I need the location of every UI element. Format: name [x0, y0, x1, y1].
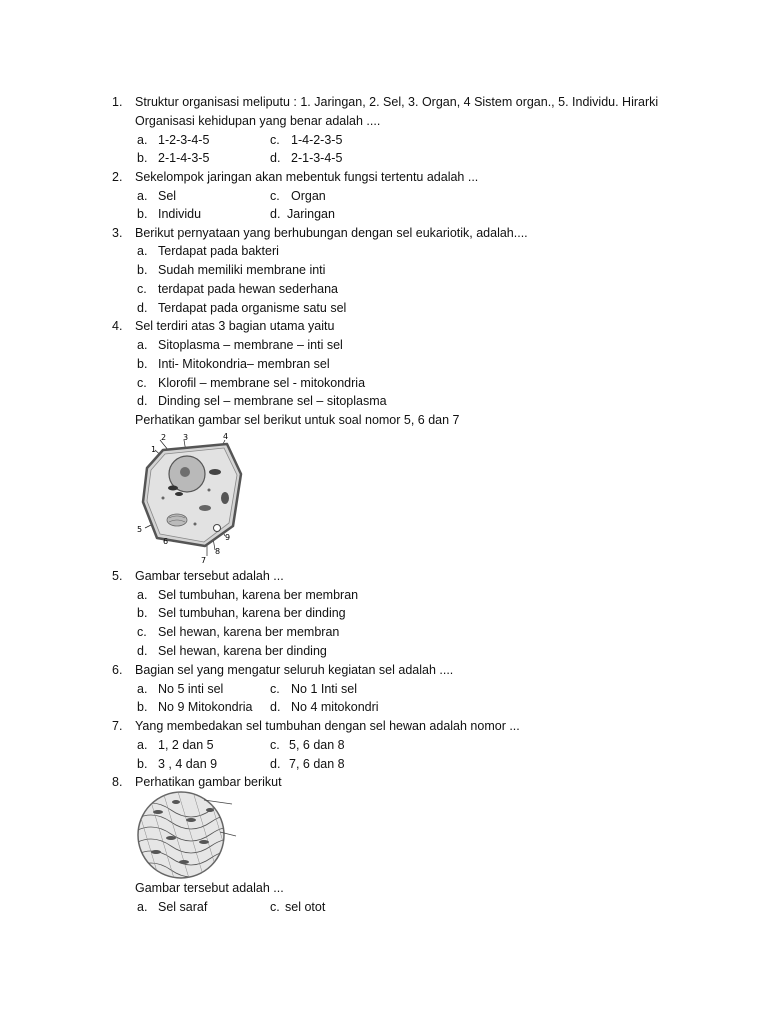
q4-number: 4. — [112, 319, 123, 333]
q3-text: Berikut pernyataan yang berhubungan dengan sel eukariotik, adalah.... — [135, 226, 528, 240]
q3-opt-c: terdapat pada hewan sederhana — [158, 282, 339, 296]
q2-number: 2. — [112, 170, 123, 184]
q1-opt-b: 2-1-4-3-5 — [158, 151, 210, 165]
muscle-tissue-figure — [136, 790, 246, 880]
q7-opt-d-letter: d. — [270, 757, 281, 771]
q4-text: Sel terdiri atas 3 bagian utama yaitu — [135, 319, 335, 333]
q5-opt-d-letter: d. — [137, 644, 148, 658]
q7-opt-d: 7, 6 dan 8 — [289, 757, 345, 771]
q8-opt-a-letter: a. — [137, 900, 148, 914]
q2-opt-a: Sel — [158, 189, 177, 203]
q1-opt-d-letter: d. — [270, 151, 281, 165]
q8-text: Perhatikan gambar berikut — [135, 775, 282, 789]
q7-opt-a: 1, 2 dan 5 — [158, 738, 214, 752]
q4-opt-a-letter: a. — [137, 338, 148, 352]
cell-label-3: 3 — [183, 433, 189, 442]
cell-label-6: 6 — [163, 537, 169, 546]
q6-opt-a: No 5 inti sel — [158, 682, 224, 696]
q6-opt-d-letter: d. — [270, 700, 281, 714]
q2-opt-a-letter: a. — [137, 189, 148, 203]
q5-number: 5. — [112, 569, 123, 583]
cell-label-8: 8 — [215, 547, 221, 556]
q4-opt-d-letter: d. — [137, 394, 148, 408]
q4-opt-c-letter: c. — [137, 376, 147, 390]
q2-opt-b-letter: b. — [137, 207, 148, 221]
q7-opt-a-letter: a. — [137, 738, 148, 752]
q3-opt-a-letter: a. — [137, 244, 148, 258]
q8-opt-a: Sel saraf — [158, 900, 208, 914]
cell-label-5: 5 — [137, 525, 143, 534]
q2-text: Sekelompok jaringan akan mebentuk fungsi tertentu adalah ... — [135, 170, 479, 184]
q2-opt-d: Jaringan — [287, 207, 335, 221]
q6-number: 6. — [112, 663, 123, 677]
q2-opt-c-letter: c. — [270, 189, 280, 203]
q2-opt-c: Organ — [291, 189, 326, 203]
q3-opt-b-letter: b. — [137, 263, 148, 277]
q5-opt-a-letter: a. — [137, 588, 148, 602]
q4-opt-b-letter: b. — [137, 357, 148, 371]
q3-opt-a: Terdapat pada bakteri — [158, 244, 279, 258]
q1-opt-a-letter: a. — [137, 133, 148, 147]
q2-opt-d-letter: d. — [270, 207, 281, 221]
q1-number: 1. — [112, 95, 123, 109]
q5-opt-d: Sel hewan, karena ber dinding — [158, 644, 327, 658]
q4-opt-d: Dinding sel – membrane sel – sitoplasma — [158, 394, 387, 408]
q3-opt-d-letter: d. — [137, 301, 148, 315]
q4-opt-a: Sitoplasma – membrane – inti sel — [158, 338, 343, 352]
q5-opt-a: Sel tumbuhan, karena ber membran — [158, 588, 359, 602]
q8-opt-c: sel otot — [285, 900, 326, 914]
q6-opt-c: No 1 Inti sel — [291, 682, 358, 696]
q1-text: Struktur organisasi meliputu : 1. Jaringan, 2. Sel, 3. Organ, 4 Sistem organ., 5. Individu. Hirarki — [135, 95, 659, 109]
cell-label-4: 4 — [223, 432, 229, 441]
figure-intro: Perhatikan gambar sel berikut untuk soal nomor 5, 6 dan 7 — [135, 413, 460, 427]
q2-opt-b: Individu — [158, 207, 202, 221]
q3-opt-b: Sudah memiliki membrane inti — [158, 263, 326, 277]
q1-opt-c: 1-4-2-3-5 — [291, 133, 343, 147]
q1-opt-a: 1-2-3-4-5 — [158, 133, 210, 147]
q3-opt-d: Terdapat pada organisme satu sel — [158, 301, 347, 315]
q4-opt-b: Inti- Mitokondria– membran sel — [158, 357, 330, 371]
q3-number: 3. — [112, 226, 123, 240]
q6-opt-d: No 4 mitokondri — [291, 700, 379, 714]
q4-opt-c: Klorofil – membrane sel - mitokondria — [158, 376, 366, 390]
q8-text-after: Gambar tersebut adalah ... — [135, 881, 284, 895]
q7-number: 7. — [112, 719, 123, 733]
q5-opt-b-letter: b. — [137, 606, 148, 620]
q5-opt-c: Sel hewan, karena ber membran — [158, 625, 340, 639]
q7-opt-b: 3 , 4 dan 9 — [158, 757, 218, 771]
q8-opt-c-letter: c. — [270, 900, 280, 914]
cell-label-7: 7 — [201, 556, 207, 564]
cell-label-1: 1 — [151, 445, 157, 454]
q5-opt-c-letter: c. — [137, 625, 147, 639]
q1-opt-c-letter: c. — [270, 133, 280, 147]
q7-text: Yang membedakan sel tumbuhan dengan sel hewan adalah nomor ... — [135, 719, 520, 733]
q1-text-cont: Organisasi kehidupan yang benar adalah .... — [135, 114, 381, 128]
q6-opt-a-letter: a. — [137, 682, 148, 696]
q7-opt-c-letter: c. — [270, 738, 280, 752]
q5-text: Gambar tersebut adalah ... — [135, 569, 284, 583]
q5-opt-b: Sel tumbuhan, karena ber dinding — [158, 606, 346, 620]
q7-opt-b-letter: b. — [137, 757, 148, 771]
q7-opt-c: 5, 6 dan 8 — [289, 738, 345, 752]
q3-opt-c-letter: c. — [137, 282, 147, 296]
q1-opt-d: 2-1-3-4-5 — [291, 151, 343, 165]
q6-opt-b: No 9 Mitokondria — [158, 700, 253, 714]
q6-text: Bagian sel yang mengatur seluruh kegiatan sel adalah .... — [135, 663, 454, 677]
q6-opt-b-letter: b. — [137, 700, 148, 714]
animal-cell-figure — [135, 428, 250, 564]
cell-label-2: 2 — [161, 433, 167, 442]
q6-opt-c-letter: c. — [270, 682, 280, 696]
cell-label-9: 9 — [225, 533, 231, 542]
q8-number: 8. — [112, 775, 123, 789]
q1-opt-b-letter: b. — [137, 151, 148, 165]
